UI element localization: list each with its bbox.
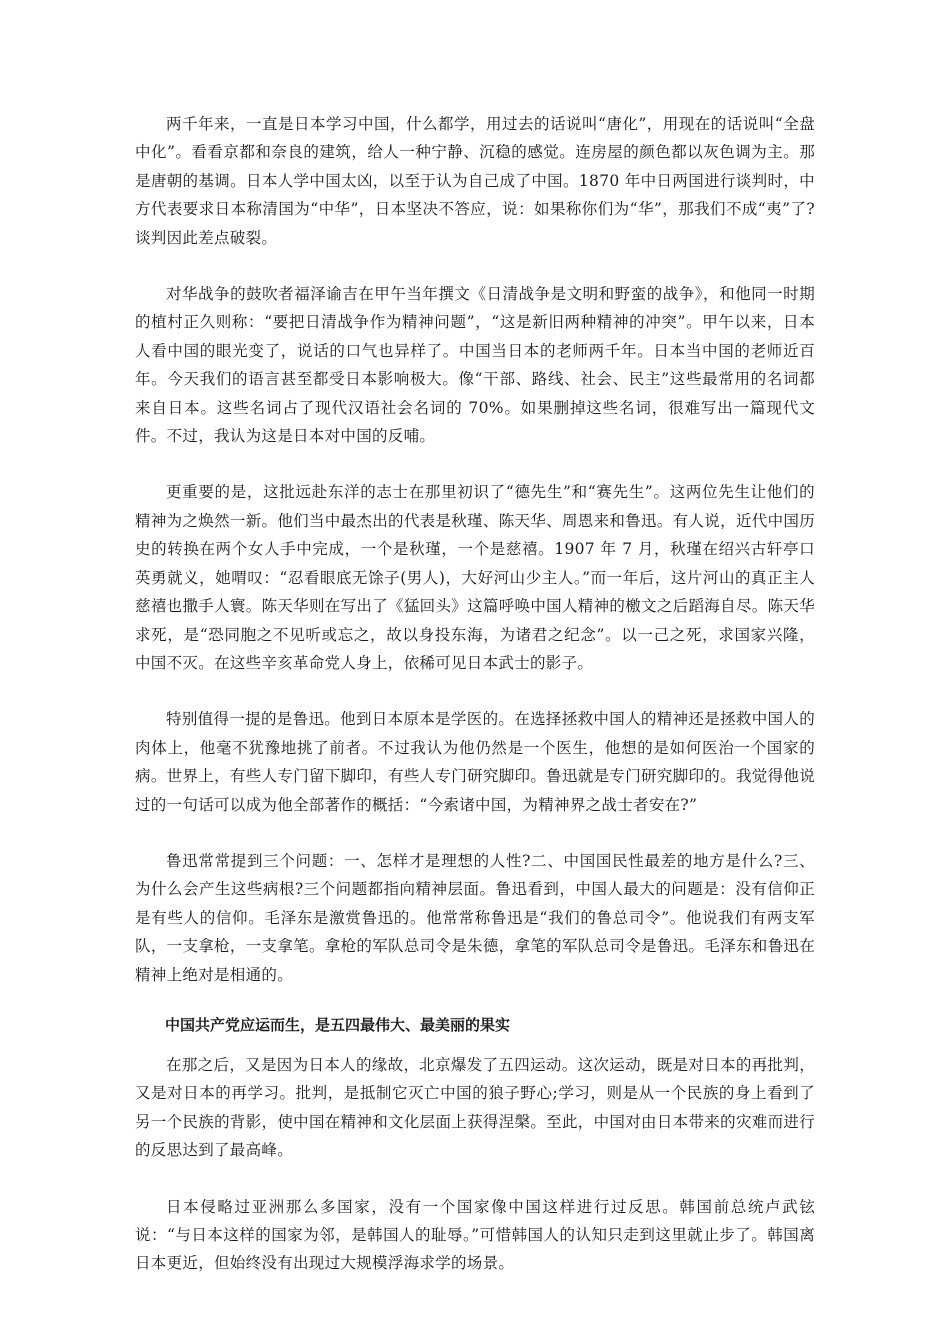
paragraph-4: 特别值得一提的是鲁迅。他到日本原本是学医的。在选择拯救中国人的精神还是拯救中国人的肉体上，他毫不犹豫地挑了前者。不过我认为他仍然是一个医生，他想的是如何医治一个国家的病。世界上，有些人专门留下脚印，有些人专门研究脚印。鲁迅就是专门研究脚印的。我觉得他说过的一句话可以成为他全部著作的概括：“今索诸中国，为精神界之战士者安在?”: [135, 710, 815, 814]
paragraph-7: 日本侵略过亚洲那么多国家，没有一个国家像中国这样进行过反思。韩国前总统卢武铉说：“与日本这样的国家为邻，是韩国人的耻辱。”可惜韩国人的认知只走到这里就止步了。韩国离日本更近，但始终没有出现过大规模浮海求学的场景。: [135, 1197, 815, 1273]
paragraph-5: 鲁迅常常提到三个问题：一、怎样才是理想的人性?二、中国国民性最差的地方是什么?三、为什么会产生这些病根?三个问题都指向精神层面。鲁迅看到，中国人最大的问题是：没有信仰正是有些人的信仰。毛泽东是激赏鲁迅的。他常常称鲁迅是“我们的鲁总司令”。他说我们有两支军队，一支拿枪，一支拿笔。拿枪的军队总司令是朱德，拿笔的军队总司令是鲁迅。毛泽东和鲁迅在精神上绝对是相通的。: [135, 851, 815, 984]
section-heading: 中国共产党应运而生，是五四最伟大、最美丽的果实: [165, 1015, 511, 1034]
paragraph-1: 两千年来，一直是日本学习中国，什么都学，用过去的话说叫“唐化”，用现在的话说叫“全盘中化”。看看京都和奈良的建筑，给人一种宁静、沉稳的感觉。连房屋的颜色都以灰色调为主。那是唐朝的基调。日本人学中国太凶，以至于认为自己成了中国。1870 年中日两国进行谈判时，中方代表要求日本称清国为“中华”，日本坚决不答应，说：如果称你们为“华”，那我们不成“夷”了?谈判因此差点破裂。: [135, 115, 815, 247]
paragraph-3: 更重要的是，这批远赴东洋的志士在那里初识了“德先生”和“赛先生”。这两位先生让他们的精神为之焕然一新。他们当中最杰出的代表是秋瑾、陈天华、周恩来和鲁迅。有人说，近代中国历史的转换在两个女人手中完成，一个是秋瑾，一个是慈禧。1907 年 7 月，秋瑾在绍兴古轩亭口英勇就义，她喟叹：“忍看眼底无馀子(男人)，大好河山少主人。”而一年后，这片河山的真正主人慈禧也撒手人寰。陈天华则在写出了《猛回头》这篇呼唤中国人精神的檄文之后蹈海自尽。陈天华求死，是“恐同胞之不见听或忘之，故以身投东海，为诸君之纪念”。以一己之死，求国家兴隆，中国不灭。在这些辛亥革命党人身上，依稀可见日本武士的影子。: [135, 483, 815, 672]
paragraph-6: 在那之后，又是因为日本人的缘故，北京爆发了五四运动。这次运动，既是对日本的再批判，又是对日本的再学习。批判，是抵制它灭亡中国的狼子野心;学习，则是从一个民族的身上看到了另一个民族的背影，使中国在精神和文化层面上获得涅槃。至此，中国对由日本带来的灾难而进行的反思达到了最高峰。: [135, 1055, 815, 1160]
paragraph-2: 对华战争的鼓吹者福泽谕吉在甲午当年撰文《日清战争是文明和野蛮的战争》，和他同一时期的植村正久则称：“要把日清战争作为精神问题”，“这是新旧两种精神的冲突”。甲午以来，日本人看中国的眼光变了，说话的口气也异样了。中国当日本的老师两千年。日本当中国的老师近百年。今天我们的语言甚至都受日本影响极大。像“干部、路线、社会、民主”这些最常用的名词都来自日本。这些名词占了现代汉语社会名词的 70%。如果删掉这些名词，很难写出一篇现代文件。不过，我认为这是日本对中国的反哺。: [135, 285, 815, 446]
document-page: [135, 110, 815, 1306]
